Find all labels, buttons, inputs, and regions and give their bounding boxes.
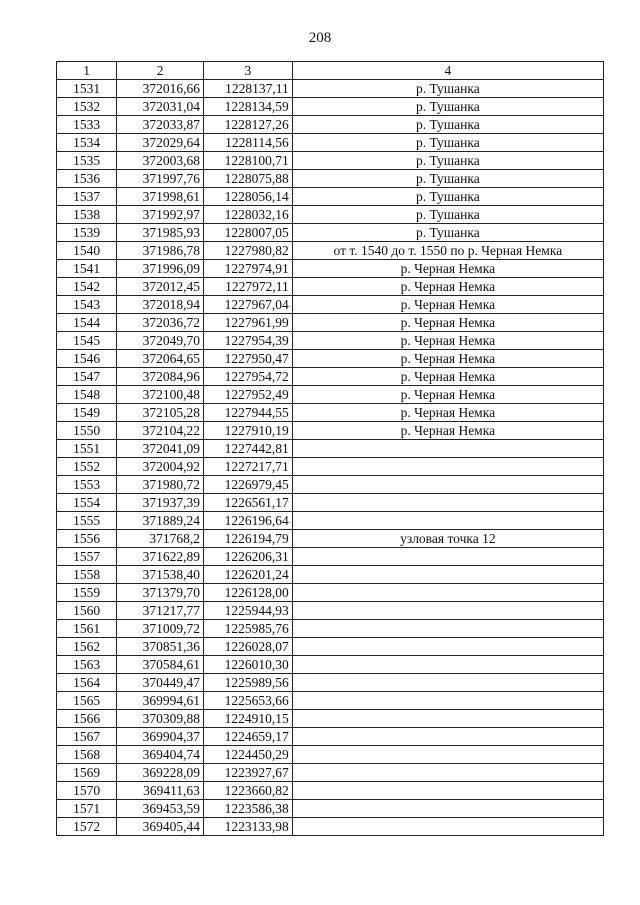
table-row	[57, 116, 604, 134]
table-row	[57, 332, 604, 350]
cell-x-coordinate: 371889,24	[117, 512, 204, 530]
table-row	[57, 710, 604, 728]
cell-description	[292, 476, 603, 494]
cell-description	[292, 440, 603, 458]
cell-point-number: 1565	[57, 692, 117, 710]
cell-x-coordinate: 372049,70	[117, 332, 204, 350]
cell-description	[292, 566, 603, 584]
cell-x-coordinate: 371009,72	[117, 620, 204, 638]
cell-description: р. Тушанка	[292, 224, 603, 242]
cell-point-number: 1571	[57, 800, 117, 818]
cell-description	[292, 638, 603, 656]
cell-point-number: 1546	[57, 350, 117, 368]
cell-description: р. Тушанка	[292, 170, 603, 188]
table-row	[57, 152, 604, 170]
cell-point-number: 1532	[57, 98, 117, 116]
table-row	[57, 656, 604, 674]
cell-point-number: 1558	[57, 566, 117, 584]
cell-x-coordinate: 372029,64	[117, 134, 204, 152]
table-body	[57, 80, 604, 836]
cell-point-number: 1562	[57, 638, 117, 656]
cell-x-coordinate: 369904,37	[117, 728, 204, 746]
cell-y-coordinate: 1228127,26	[203, 116, 292, 134]
table-row	[57, 386, 604, 404]
cell-description	[292, 782, 603, 800]
cell-x-coordinate: 370449,47	[117, 674, 204, 692]
table-row	[57, 818, 604, 836]
cell-y-coordinate: 1227950,47	[203, 350, 292, 368]
cell-y-coordinate: 1228100,71	[203, 152, 292, 170]
column-header-description: 4	[292, 62, 603, 80]
cell-x-coordinate: 372031,04	[117, 98, 204, 116]
cell-description: р. Черная Немка	[292, 422, 603, 440]
table-row	[57, 368, 604, 386]
cell-x-coordinate: 371996,09	[117, 260, 204, 278]
cell-y-coordinate: 1226979,45	[203, 476, 292, 494]
cell-y-coordinate: 1225653,66	[203, 692, 292, 710]
cell-x-coordinate: 372004,92	[117, 458, 204, 476]
cell-x-coordinate: 369994,61	[117, 692, 204, 710]
cell-description	[292, 692, 603, 710]
cell-point-number: 1556	[57, 530, 117, 548]
cell-x-coordinate: 372018,94	[117, 296, 204, 314]
cell-description: р. Тушанка	[292, 116, 603, 134]
table-row	[57, 512, 604, 530]
cell-y-coordinate: 1227961,99	[203, 314, 292, 332]
cell-x-coordinate: 371980,72	[117, 476, 204, 494]
cell-x-coordinate: 372012,45	[117, 278, 204, 296]
cell-y-coordinate: 1227944,55	[203, 404, 292, 422]
table-row	[57, 296, 604, 314]
cell-point-number: 1537	[57, 188, 117, 206]
cell-description: р. Черная Немка	[292, 350, 603, 368]
cell-x-coordinate: 372084,96	[117, 368, 204, 386]
cell-y-coordinate: 1227972,11	[203, 278, 292, 296]
cell-point-number: 1553	[57, 476, 117, 494]
cell-x-coordinate: 369404,74	[117, 746, 204, 764]
cell-y-coordinate: 1228007,05	[203, 224, 292, 242]
cell-point-number: 1563	[57, 656, 117, 674]
table-row	[57, 764, 604, 782]
cell-point-number: 1552	[57, 458, 117, 476]
cell-x-coordinate: 369453,59	[117, 800, 204, 818]
cell-y-coordinate: 1226010,30	[203, 656, 292, 674]
coordinates-table	[56, 61, 604, 836]
cell-y-coordinate: 1224659,17	[203, 728, 292, 746]
cell-point-number: 1531	[57, 80, 117, 98]
cell-point-number: 1549	[57, 404, 117, 422]
table-row	[57, 602, 604, 620]
cell-description	[292, 746, 603, 764]
table-row	[57, 638, 604, 656]
cell-point-number: 1540	[57, 242, 117, 260]
cell-x-coordinate: 371379,70	[117, 584, 204, 602]
table-row	[57, 494, 604, 512]
cell-y-coordinate: 1228056,14	[203, 188, 292, 206]
cell-x-coordinate: 371986,78	[117, 242, 204, 260]
cell-x-coordinate: 372041,09	[117, 440, 204, 458]
cell-x-coordinate: 371937,39	[117, 494, 204, 512]
cell-description: р. Черная Немка	[292, 332, 603, 350]
cell-y-coordinate: 1227952,49	[203, 386, 292, 404]
cell-point-number: 1567	[57, 728, 117, 746]
table-row	[57, 584, 604, 602]
cell-point-number: 1541	[57, 260, 117, 278]
cell-description: р. Черная Немка	[292, 368, 603, 386]
cell-point-number: 1568	[57, 746, 117, 764]
cell-description	[292, 674, 603, 692]
table-row	[57, 440, 604, 458]
cell-point-number: 1564	[57, 674, 117, 692]
cell-point-number: 1555	[57, 512, 117, 530]
cell-y-coordinate: 1227967,04	[203, 296, 292, 314]
cell-y-coordinate: 1227910,19	[203, 422, 292, 440]
cell-description: р. Тушанка	[292, 98, 603, 116]
table-row	[57, 728, 604, 746]
cell-y-coordinate: 1228032,16	[203, 206, 292, 224]
cell-x-coordinate: 371985,93	[117, 224, 204, 242]
table-row	[57, 620, 604, 638]
cell-x-coordinate: 372033,87	[117, 116, 204, 134]
table-row	[57, 80, 604, 98]
table-header-row	[57, 62, 604, 80]
cell-y-coordinate: 1223660,82	[203, 782, 292, 800]
cell-description: р. Черная Немка	[292, 296, 603, 314]
table-row	[57, 188, 604, 206]
cell-x-coordinate: 371622,89	[117, 548, 204, 566]
cell-description: от т. 1540 до т. 1550 по р. Черная Немка	[292, 242, 603, 260]
cell-y-coordinate: 1225985,76	[203, 620, 292, 638]
cell-x-coordinate: 371997,76	[117, 170, 204, 188]
cell-description	[292, 818, 603, 836]
cell-point-number: 1544	[57, 314, 117, 332]
cell-description: р. Тушанка	[292, 206, 603, 224]
cell-x-coordinate: 369411,63	[117, 782, 204, 800]
cell-y-coordinate: 1226196,64	[203, 512, 292, 530]
cell-y-coordinate: 1227954,39	[203, 332, 292, 350]
column-header-y-coordinate: 3	[203, 62, 292, 80]
cell-description: узловая точка 12	[292, 530, 603, 548]
cell-y-coordinate: 1228137,11	[203, 80, 292, 98]
cell-description	[292, 494, 603, 512]
cell-point-number: 1559	[57, 584, 117, 602]
cell-x-coordinate: 372100,48	[117, 386, 204, 404]
cell-description	[292, 584, 603, 602]
cell-point-number: 1550	[57, 422, 117, 440]
table-row	[57, 404, 604, 422]
table-row	[57, 314, 604, 332]
table-row	[57, 224, 604, 242]
table-row	[57, 278, 604, 296]
cell-description: р. Тушанка	[292, 80, 603, 98]
cell-description	[292, 764, 603, 782]
table-row	[57, 422, 604, 440]
cell-x-coordinate: 371992,97	[117, 206, 204, 224]
table-row	[57, 782, 604, 800]
cell-x-coordinate: 370851,36	[117, 638, 204, 656]
cell-x-coordinate: 370584,61	[117, 656, 204, 674]
cell-point-number: 1551	[57, 440, 117, 458]
cell-point-number: 1534	[57, 134, 117, 152]
column-header-x-coordinate: 2	[117, 62, 204, 80]
table-row	[57, 692, 604, 710]
cell-x-coordinate: 371768,2	[117, 530, 204, 548]
cell-point-number: 1557	[57, 548, 117, 566]
cell-description	[292, 602, 603, 620]
cell-description	[292, 458, 603, 476]
cell-y-coordinate: 1226128,00	[203, 584, 292, 602]
table-row	[57, 746, 604, 764]
cell-point-number: 1547	[57, 368, 117, 386]
table-row	[57, 458, 604, 476]
cell-point-number: 1569	[57, 764, 117, 782]
cell-y-coordinate: 1227980,82	[203, 242, 292, 260]
table-row	[57, 674, 604, 692]
table-row	[57, 548, 604, 566]
cell-y-coordinate: 1228075,88	[203, 170, 292, 188]
cell-point-number: 1561	[57, 620, 117, 638]
cell-y-coordinate: 1226028,07	[203, 638, 292, 656]
cell-point-number: 1572	[57, 818, 117, 836]
cell-y-coordinate: 1223133,98	[203, 818, 292, 836]
cell-x-coordinate: 372016,66	[117, 80, 204, 98]
table-row	[57, 242, 604, 260]
column-header-point-number: 1	[57, 62, 117, 80]
cell-y-coordinate: 1223586,38	[203, 800, 292, 818]
cell-description: р. Черная Немка	[292, 278, 603, 296]
cell-description	[292, 800, 603, 818]
cell-description: р. Тушанка	[292, 134, 603, 152]
cell-y-coordinate: 1226194,79	[203, 530, 292, 548]
cell-point-number: 1543	[57, 296, 117, 314]
cell-y-coordinate: 1226561,17	[203, 494, 292, 512]
cell-description: р. Тушанка	[292, 188, 603, 206]
cell-description	[292, 710, 603, 728]
cell-x-coordinate: 372104,22	[117, 422, 204, 440]
cell-y-coordinate: 1226206,31	[203, 548, 292, 566]
cell-x-coordinate: 369405,44	[117, 818, 204, 836]
cell-y-coordinate: 1227442,81	[203, 440, 292, 458]
cell-point-number: 1554	[57, 494, 117, 512]
cell-description	[292, 620, 603, 638]
cell-point-number: 1535	[57, 152, 117, 170]
table-row	[57, 530, 604, 548]
page-number: 208	[308, 30, 332, 46]
table-row	[57, 98, 604, 116]
cell-point-number: 1539	[57, 224, 117, 242]
cell-point-number: 1536	[57, 170, 117, 188]
table-row	[57, 260, 604, 278]
cell-description	[292, 728, 603, 746]
cell-y-coordinate: 1228134,59	[203, 98, 292, 116]
table-row	[57, 134, 604, 152]
cell-y-coordinate: 1228114,56	[203, 134, 292, 152]
cell-x-coordinate: 372003,68	[117, 152, 204, 170]
cell-description: р. Черная Немка	[292, 260, 603, 278]
cell-description	[292, 548, 603, 566]
cell-y-coordinate: 1224910,15	[203, 710, 292, 728]
cell-point-number: 1533	[57, 116, 117, 134]
cell-y-coordinate: 1227974,91	[203, 260, 292, 278]
cell-description: р. Тушанка	[292, 152, 603, 170]
cell-point-number: 1570	[57, 782, 117, 800]
cell-y-coordinate: 1225989,56	[203, 674, 292, 692]
cell-point-number: 1566	[57, 710, 117, 728]
cell-description: р. Черная Немка	[292, 314, 603, 332]
cell-y-coordinate: 1227217,71	[203, 458, 292, 476]
table-row	[57, 350, 604, 368]
cell-x-coordinate: 370309,88	[117, 710, 204, 728]
cell-description: р. Черная Немка	[292, 404, 603, 422]
table-row	[57, 476, 604, 494]
cell-point-number: 1545	[57, 332, 117, 350]
cell-description	[292, 656, 603, 674]
cell-point-number: 1560	[57, 602, 117, 620]
cell-point-number: 1542	[57, 278, 117, 296]
cell-y-coordinate: 1225944,93	[203, 602, 292, 620]
cell-point-number: 1538	[57, 206, 117, 224]
cell-x-coordinate: 369228,09	[117, 764, 204, 782]
cell-description: р. Черная Немка	[292, 386, 603, 404]
cell-description	[292, 512, 603, 530]
cell-y-coordinate: 1227954,72	[203, 368, 292, 386]
table-row	[57, 206, 604, 224]
cell-x-coordinate: 372105,28	[117, 404, 204, 422]
cell-y-coordinate: 1226201,24	[203, 566, 292, 584]
table-row	[57, 566, 604, 584]
table-row	[57, 170, 604, 188]
cell-y-coordinate: 1224450,29	[203, 746, 292, 764]
table-row	[57, 800, 604, 818]
cell-y-coordinate: 1223927,67	[203, 764, 292, 782]
cell-x-coordinate: 371538,40	[117, 566, 204, 584]
cell-point-number: 1548	[57, 386, 117, 404]
cell-x-coordinate: 371217,77	[117, 602, 204, 620]
cell-x-coordinate: 371998,61	[117, 188, 204, 206]
cell-x-coordinate: 372064,65	[117, 350, 204, 368]
cell-x-coordinate: 372036,72	[117, 314, 204, 332]
